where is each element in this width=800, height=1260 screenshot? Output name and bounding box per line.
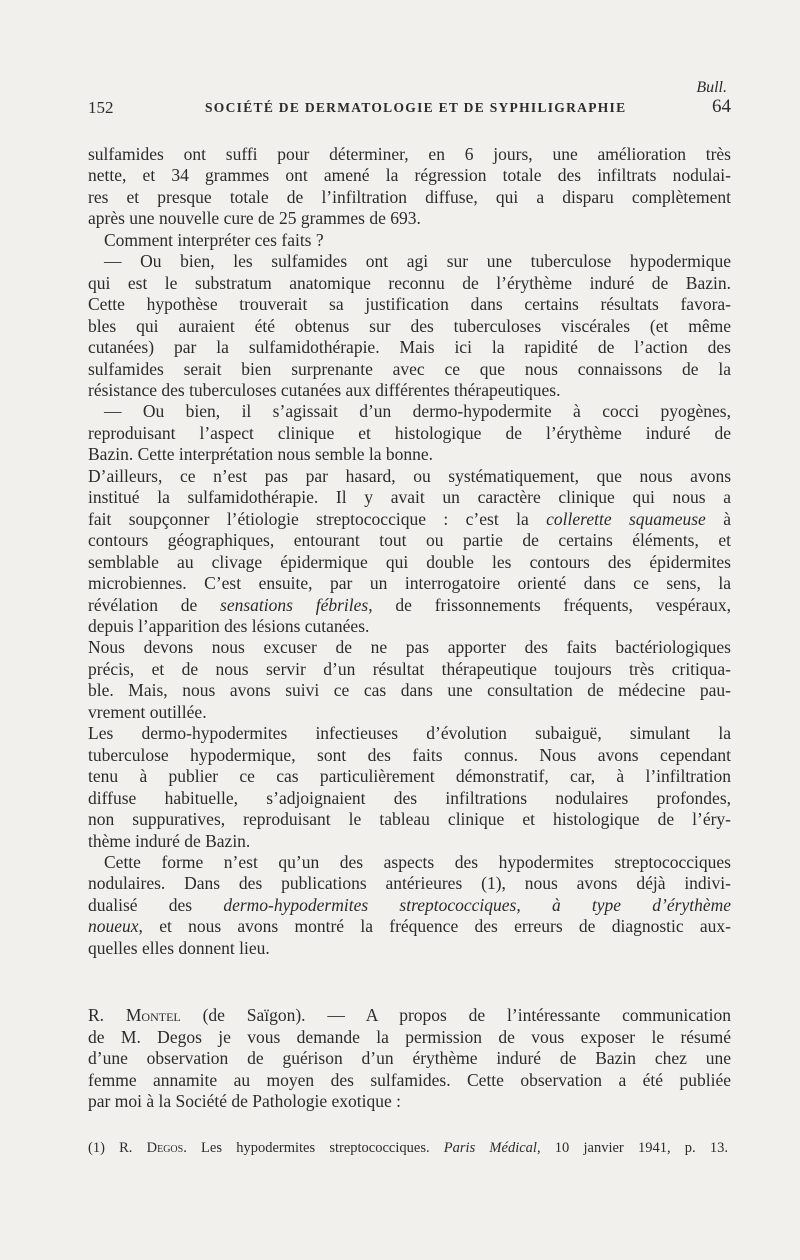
- text-line: [88, 251, 731, 272]
- text-line: [88, 831, 731, 852]
- text-line: [88, 595, 731, 616]
- text-run: femme annamite au moyen des sulfamides. Cette observation a été publiée: [88, 1069, 731, 1090]
- paragraph-5: [88, 466, 731, 638]
- text-line: [88, 1027, 731, 1048]
- text-run: reproduisant l’aspect clinique et histologique de l’érythème induré de: [88, 422, 731, 443]
- text-run: à: [705, 508, 731, 529]
- text-run: Nous devons nous excuser de ne pas apporter des faits bactériologiques: [88, 637, 731, 658]
- text-run: R.: [88, 1005, 126, 1026]
- text-line: [88, 487, 731, 508]
- text-line: [88, 316, 731, 337]
- text-line: [88, 359, 731, 380]
- text-run: thème induré de Bazin.: [88, 830, 251, 851]
- text-run: révélation de: [88, 594, 221, 615]
- text-line: [88, 230, 731, 251]
- paragraph-7: [88, 723, 731, 852]
- text-run: non suppuratives, reproduisant le tableau clinique et histologique de l’éry-: [88, 809, 731, 830]
- italic-run: noueux: [88, 916, 139, 937]
- text-run: diffuse habituelle, s’adjoignaient des infiltrations nodulaires profondes,: [88, 787, 731, 808]
- text-run: , et nous avons montré la fréquence des erreurs de diagnostic aux-: [138, 916, 731, 937]
- text-line: [88, 873, 731, 894]
- text-run: ble. Mais, nous avons suivi ce cas dans une consultation de médecine pau-: [88, 680, 731, 701]
- text-run: (1) R.: [88, 1140, 147, 1156]
- body-text: [88, 144, 731, 1112]
- paragraph-montel: [88, 1005, 731, 1112]
- text-run: sulfamides ont suffi pour déterminer, en 6 jours, une amélioration très: [88, 144, 731, 164]
- text-run: résistance des tuberculoses cutanées aux différentes thérapeutiques.: [88, 379, 561, 400]
- italic-run: Paris Médical: [443, 1140, 537, 1156]
- text-line: [88, 852, 731, 873]
- paragraph-2: [88, 230, 731, 251]
- text-line: [88, 552, 731, 573]
- text-line: [88, 637, 731, 658]
- text-line: [88, 745, 731, 766]
- text-run: res et presque totale de l’infiltration diffuse, qui a disparu complètement: [88, 186, 731, 207]
- paragraph-8: [88, 852, 731, 959]
- text-run: Cette forme n’est qu’un des aspects des hypodermites streptococciques: [104, 851, 731, 872]
- text-run: bles qui auraient été obtenus sur des tuberculoses viscérales (et même: [88, 315, 731, 336]
- text-run: d’une observation de guérison d’un érythème induré de Bazin chez une: [88, 1048, 731, 1069]
- text-run: sulfamides serait bien surprenante avec ce que nous connaissons de la: [88, 358, 731, 379]
- paragraph-1: [88, 144, 731, 230]
- paragraph-4: [88, 401, 731, 465]
- text-run: Cette hypothèse trouverait sa justification dans certains résultats favora-: [88, 294, 731, 315]
- text-run: , de frissonnements fréquents, vespéraux,: [368, 594, 732, 615]
- smallcaps-run: Degos: [146, 1140, 184, 1156]
- text-line: [88, 1048, 731, 1069]
- page-number: 152: [88, 98, 114, 117]
- text-run: cutanées) par la sulfamidothérapie. Mais ici la rapidité de l’action des: [88, 337, 731, 358]
- text-line: [88, 616, 731, 637]
- text-line: [88, 165, 731, 186]
- text-line: [88, 916, 731, 937]
- text-line: [88, 702, 731, 723]
- text-run: après une nouvelle cure de 25 grammes de 693.: [88, 208, 421, 229]
- italic-run: sensations fébriles: [220, 594, 369, 615]
- text-run: — Ou bien, les sulfamides ont agi sur une tuberculose hypodermique: [104, 251, 731, 272]
- text-line: [88, 1005, 731, 1026]
- text-line: [88, 895, 731, 916]
- journal-title: SOCIÉTÉ DE DERMATOLOGIE ET DE SYPHILIGRAPHIE: [205, 100, 627, 115]
- text-line: [88, 208, 731, 229]
- text-run: — Ou bien, il s’agissait d’un dermo-hypodermite à cocci pyogènes,: [104, 401, 731, 422]
- text-run: quelles elles donnent lieu.: [88, 937, 270, 958]
- text-run: de M. Degos je vous demande la permission de vous exposer le résumé: [88, 1026, 731, 1047]
- text-run: depuis l’apparition des lésions cutanées.: [88, 615, 370, 636]
- text-run: (de Saïgon). — A propos de l’intéressante communication: [180, 1005, 731, 1026]
- text-run: D’ailleurs, ce n’est pas par hasard, ou systématiquement, que nous avons: [88, 465, 731, 486]
- text-line: [88, 423, 731, 444]
- text-run: Comment interpréter ces faits ?: [104, 229, 324, 250]
- text-line: [88, 1091, 731, 1112]
- text-line: [88, 401, 731, 422]
- text-line: [88, 788, 731, 809]
- paragraph-6: [88, 637, 731, 723]
- text-line: [88, 766, 731, 787]
- text-line: [88, 573, 731, 594]
- text-line: [88, 444, 731, 465]
- text-run: institué la sulfamidothérapie. Il y avait un caractère clinique qui nous a: [88, 487, 731, 508]
- text-run: nette, et 34 grammes ont amené la régression totale des infiltrats nodulai-: [88, 165, 731, 186]
- text-line: [88, 938, 731, 959]
- smallcaps-run: Montel: [125, 1005, 181, 1026]
- text-run: Bazin. Cette interprétation nous semble la bonne.: [88, 444, 434, 465]
- text-run: dualisé des: [88, 894, 224, 915]
- text-line: [88, 809, 731, 830]
- text-run: fait soupçonner l’étiologie streptococcique : c’est la: [88, 508, 547, 529]
- text-line: [88, 1070, 731, 1091]
- text-line: [88, 530, 731, 551]
- text-run: par moi à la Société de Pathologie exotique :: [88, 1091, 401, 1112]
- text-run: Les dermo-hypodermites infectieuses d’évolution subaiguë, simulant la: [88, 723, 731, 744]
- text-line: [88, 144, 731, 165]
- text-line: [88, 509, 731, 530]
- text-line: [88, 273, 731, 294]
- text-run: tuberculose hypodermique, sont des faits connus. Nous avons cependant: [88, 744, 731, 765]
- text-run: microbiennes. C’est ensuite, par un interrogatoire orienté dans ce sens, la: [88, 573, 731, 594]
- bulletin-number: 64: [712, 96, 731, 117]
- text-line: [88, 187, 731, 208]
- text-run: précis, et de nous servir d’un résultat thérapeutique toujours très critiqua-: [88, 658, 731, 679]
- text-line: [88, 466, 731, 487]
- bulletin-label: Bull.: [696, 79, 727, 96]
- italic-run: collerette squameuse: [546, 508, 706, 529]
- text-run: nodulaires. Dans des publications antérieures (1), nous avons déjà indivi-: [88, 873, 731, 894]
- text-line: [88, 1138, 728, 1158]
- text-run: vrement outillée.: [88, 701, 207, 722]
- paragraph-3: [88, 251, 731, 401]
- text-run: qui est le substratum anatomique reconnu de l’érythème induré de Bazin.: [88, 272, 731, 293]
- text-line: [88, 723, 731, 744]
- text-run: semblable au clivage épidermique qui double les contours des épidermites: [88, 551, 731, 572]
- text-run: . Les hypodermites streptococciques.: [183, 1140, 444, 1156]
- text-run: contours géographiques, entourant tout ou partie de certains éléments, et: [88, 530, 731, 551]
- italic-run: dermo-hypodermites streptococciques, à type d’érythème: [223, 894, 731, 915]
- footnote: [88, 1138, 728, 1158]
- text-line: [88, 659, 731, 680]
- text-line: [88, 294, 731, 315]
- text-line: [88, 337, 731, 358]
- text-run: tenu à publier ce cas particulièrement démonstratif, car, à l’infiltration: [88, 766, 731, 787]
- text-line: [88, 380, 731, 401]
- text-line: [88, 680, 731, 701]
- text-run: , 10 janvier 1941, p. 13.: [536, 1140, 728, 1156]
